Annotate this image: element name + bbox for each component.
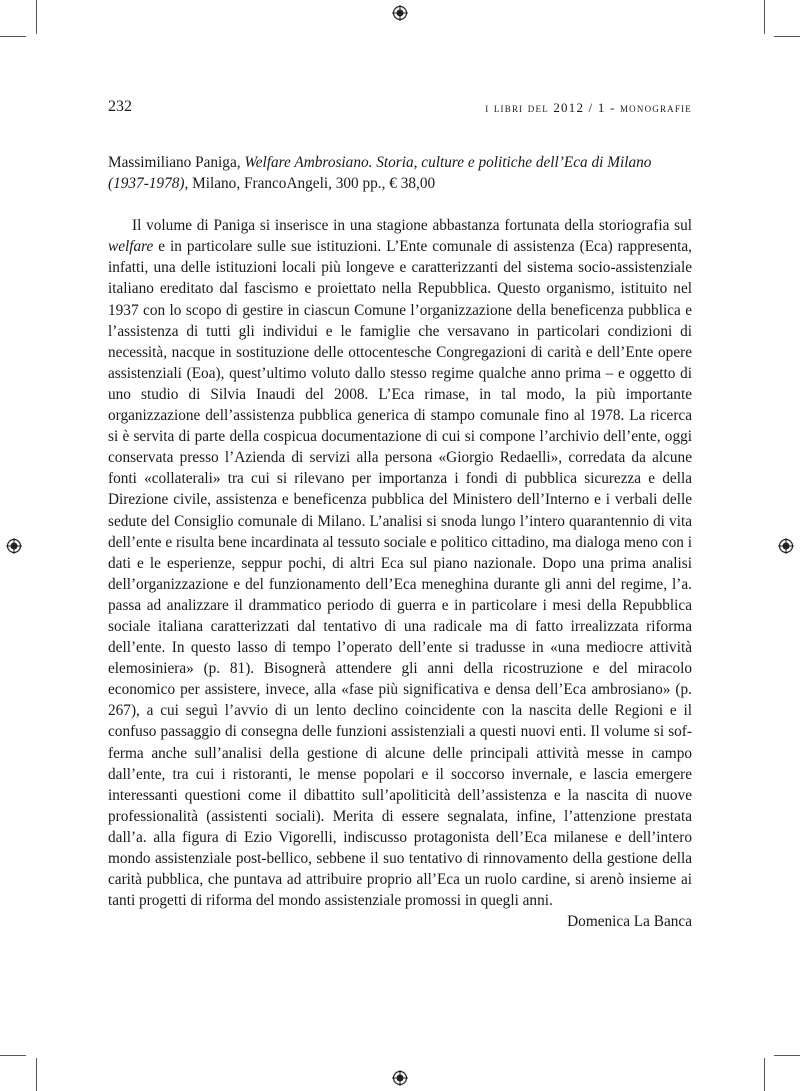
bibliographic-citation	[108, 152, 692, 194]
citation-author: Massimiliano Paniga,	[108, 154, 245, 171]
crop-mark	[36, 0, 37, 34]
crop-mark	[36, 1058, 37, 1091]
registration-mark-icon	[6, 538, 22, 554]
review-content	[108, 152, 692, 932]
review-text-part1: Il volume di Paniga si inserisce in una stagione abbastanza fortunata della storiografia sul	[132, 217, 692, 235]
crop-mark	[774, 36, 800, 37]
crop-mark	[0, 36, 26, 37]
review-welfare-term: welfare	[108, 238, 154, 256]
registration-mark-icon	[392, 5, 408, 21]
citation-publication: , Milano, FrancoAngeli, 300 pp., € 38,00	[184, 175, 436, 193]
registration-mark-icon	[778, 538, 794, 554]
page-number: 232	[108, 98, 132, 115]
crop-mark	[774, 1055, 800, 1056]
crop-mark	[0, 1055, 26, 1056]
review-text-part2: e in particolare sulle sue istituzioni. L’Ente comunale di assistenza (Eca) rappresenta, infatti, una delle istituzioni locali più longeve e caratterizzanti del sistema socio-assistenziale italiano ereditato dal fascismo e proiettato nella Repubblica. Questo organismo, istituito nel 1937 con lo scopo di gestire in ciascun Comune l’organizzazione della beneficenza pubblica e l’assistenza di tutti gli individui e le famiglie che versavano in particolari condizioni di necessità, nacque in sostituzione delle ottocentesche Congregazioni di carità e dell’Ente opere assistenziali (Eoa), quest’ultimo voluto dallo stesso regime qualche anno prima – e oggetto di uno studio di Silvia Inaudi del 2008. L’Eca rimase, in tal modo, la più importante organizzazione dell’assistenza pubblica generica di stampo comunale fino al 1978. La ricerca si è servita di parte della cospicua documentazione di cui si compone l’archivio dell’ente, oggi conservata presso l’Azienda di servizi alla persona «Giorgio Redaelli», corredata da alcune fonti «collaterali» tra cui si rilevano per importanza i fondi di pubblica sicurezza e della Direzione civile, assistenza e beneficenza pubblica del Ministero dell’Interno e i verbali delle sedute del Consiglio comunale di Milano. L’analisi si snoda lungo l’intero quarantennio di vita dell’ente e risulta bene incardinata al tessuto sociale e politico cittadino, ma dialoga meno con i dati e le esperienze, seppur pochi, di altri Eca sul piano nazionale. Dopo una prima analisi dell’organizzazione e del funzionamento dell’Eca meneghina durante gli anni del regime, l’a. passa ad analizzare il drammatico periodo di guerra e in particolare i mesi della Repubblica sociale italiana caratterizzati dal tentativo di una radicale ma di fatto irrealizzata riforma dell’ente. In questo lasso di tempo l’operato dell’ente si tradusse in «una mediocre attività elemosiniera» (p. 81). Bisognerà attendere gli anni della ricostruzione e del miracolo economico per assistere, invece, alla «fase più significativa e densa dell’Eca ambrosiano» (p. 267), a cui seguì l’avvio di un lento declino coincidente con la nascita delle Regioni e il confuso passaggio di consegna delle funzioni assistenziali a questi nuovi enti. Il volume si sofferma anche sull’analisi della gestione di alcune delle principali attività messe in campo dall’ente, tra cui i ristoranti, le mense popolari e il soccorso invernale, e lascia emergere interessanti questioni come il dibattito sull’apoliticità dell’assistenza e la nascita di nuove professionalità (assistenti sociali). Merita di essere segnalata, infine, l’attenzione prestata dall’a. alla figura di Ezio Vigorelli, indiscusso protagonista dell’Eca milanese e dell’intero mondo assistenziale post-bellico, sebbene il suo tentativo di rinnovamento della gestione della carità pubblica, che puntava ad attribuire proprio all’Eca un ruolo cardine, si arenò insieme ai tanti progetti di riforma del mondo assistenziale promossi in quegli anni.	[108, 238, 692, 910]
running-header	[108, 98, 692, 118]
registration-mark-icon	[392, 1070, 408, 1086]
citation-title: Welfare Ambrosiano. Storia, culture e politiche dell’Eca di Milano (1937-1978)	[108, 154, 652, 193]
reviewer-signature: Domenica La Banca	[567, 913, 692, 931]
crop-mark	[764, 0, 765, 34]
running-title: i libri del 2012 / 1 - monografie	[485, 100, 692, 115]
review-body	[108, 215, 692, 911]
crop-mark	[764, 1058, 765, 1091]
